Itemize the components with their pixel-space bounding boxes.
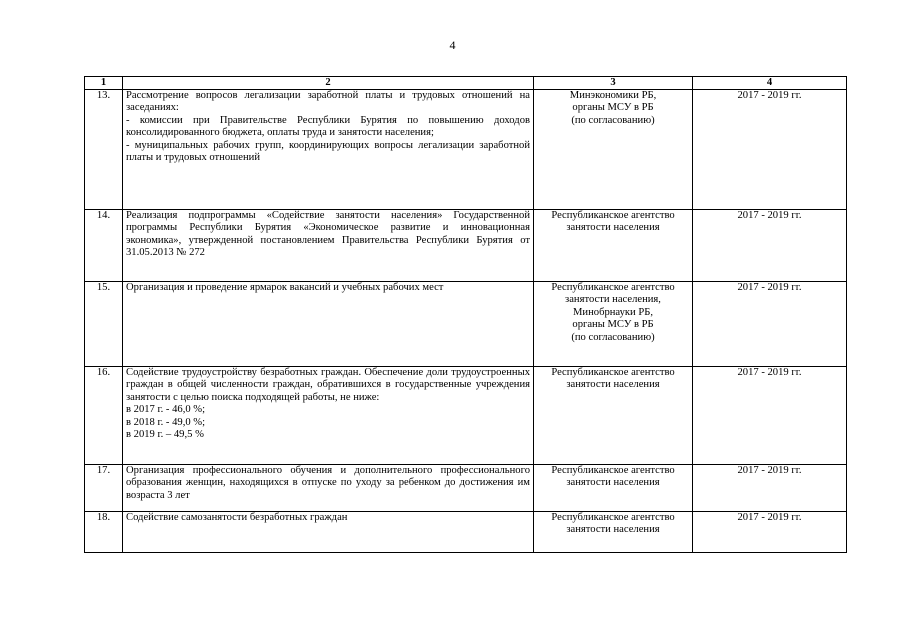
- action-plan-table: [84, 76, 847, 553]
- row-number: 13.: [85, 90, 123, 210]
- responsible-executors: [534, 90, 693, 210]
- measure-description: [123, 282, 534, 367]
- executor-line: органы МСУ в РБ: [572, 102, 654, 114]
- row-number: 17.: [85, 465, 123, 512]
- executor-line: занятости населения: [566, 379, 660, 391]
- row-number: 15.: [85, 282, 123, 367]
- executor-line: занятости населения: [566, 524, 660, 536]
- responsible-executors: [534, 282, 693, 367]
- executor-line: Республиканское агентство: [551, 465, 675, 476]
- description-line: - комиссии при Правительстве Республики Бурятия по повышению доходов консолидированного бюджета, оплаты труда и занятости населения;: [126, 114, 530, 139]
- description-line: Рассмотрение вопросов легализации заработной платы и трудовых отношений на заседаниях:: [126, 90, 530, 114]
- table-row: [85, 90, 847, 210]
- deadline: 2017 - 2019 гг.: [693, 90, 847, 210]
- executor-line: Минэкономики РБ,: [569, 90, 657, 101]
- row-number: 18.: [85, 512, 123, 553]
- description-line: Организация профессионального обучения и дополнительного профессионального образования женщин, находящихся в отпуске по уходу за ребенком до достижения им возраста 3 лет: [126, 465, 530, 501]
- header-col-1: 1: [85, 77, 123, 90]
- executor-line: Республиканское агентство: [551, 282, 675, 293]
- description-line: Реализация подпрограммы «Содействие занятости населения» Государственной программы Республики Бурятия «Экономическое развитие и инновационная экономика», утвержденной постановлением Правительства Республики Бурятия от 31.05.2013 № 272: [126, 210, 530, 259]
- measure-description: [123, 512, 534, 553]
- executor-line: органы МСУ в РБ: [572, 319, 654, 331]
- header-col-4: 4: [693, 77, 847, 90]
- executor-line: (по согласованию): [571, 114, 655, 126]
- table-row: [85, 465, 847, 512]
- executor-line: Минобрнауки РБ,: [573, 306, 653, 318]
- description-line: в 2017 г. - 46,0 %;: [126, 404, 206, 416]
- description-line: в 2018 г. - 49,0 %;: [126, 416, 206, 428]
- table-header-row: [85, 77, 847, 90]
- executor-line: Республиканское агентство: [551, 367, 675, 378]
- deadline: 2017 - 2019 гг.: [693, 282, 847, 367]
- measure-description: [123, 90, 534, 210]
- measure-description: [123, 465, 534, 512]
- table-row: [85, 282, 847, 367]
- measure-description: [123, 367, 534, 465]
- responsible-executors: [534, 465, 693, 512]
- description-line: - муниципальных рабочих групп, координирующих вопросы легализации заработной платы и трудовых отношений: [126, 139, 530, 164]
- table-row: [85, 367, 847, 465]
- responsible-executors: [534, 210, 693, 282]
- description-line: Содействие трудоустройству безработных граждан. Обеспечение доли трудоустроенных граждан в общей численности граждан, обратившихся в государственные учреждения занятости с целью поиска подходящей работы, не ниже:: [126, 367, 530, 403]
- header-col-2: 2: [123, 77, 534, 90]
- executor-line: занятости населения,: [565, 294, 661, 306]
- executor-line: Республиканское агентство: [551, 512, 675, 523]
- row-number: 16.: [85, 367, 123, 465]
- deadline: 2017 - 2019 гг.: [693, 210, 847, 282]
- executor-line: Республиканское агентство: [551, 210, 675, 221]
- executor-line: (по согласованию): [571, 331, 655, 343]
- executor-line: занятости населения: [566, 222, 660, 234]
- responsible-executors: [534, 367, 693, 465]
- page-number: 4: [449, 38, 456, 52]
- measure-description: [123, 210, 534, 282]
- description-line: в 2019 г. – 49,5 %: [126, 429, 204, 441]
- row-number: 14.: [85, 210, 123, 282]
- description-line: Содействие самозанятости безработных граждан: [126, 512, 348, 523]
- executor-line: занятости населения: [566, 477, 660, 489]
- deadline: 2017 - 2019 гг.: [693, 367, 847, 465]
- deadline: 2017 - 2019 гг.: [693, 465, 847, 512]
- description-line: Организация и проведение ярмарок вакансий и учебных рабочих мест: [126, 282, 444, 293]
- table-row: [85, 512, 847, 553]
- table-row: [85, 210, 847, 282]
- header-col-3: 3: [534, 77, 693, 90]
- deadline: 2017 - 2019 гг.: [693, 512, 847, 553]
- responsible-executors: [534, 512, 693, 553]
